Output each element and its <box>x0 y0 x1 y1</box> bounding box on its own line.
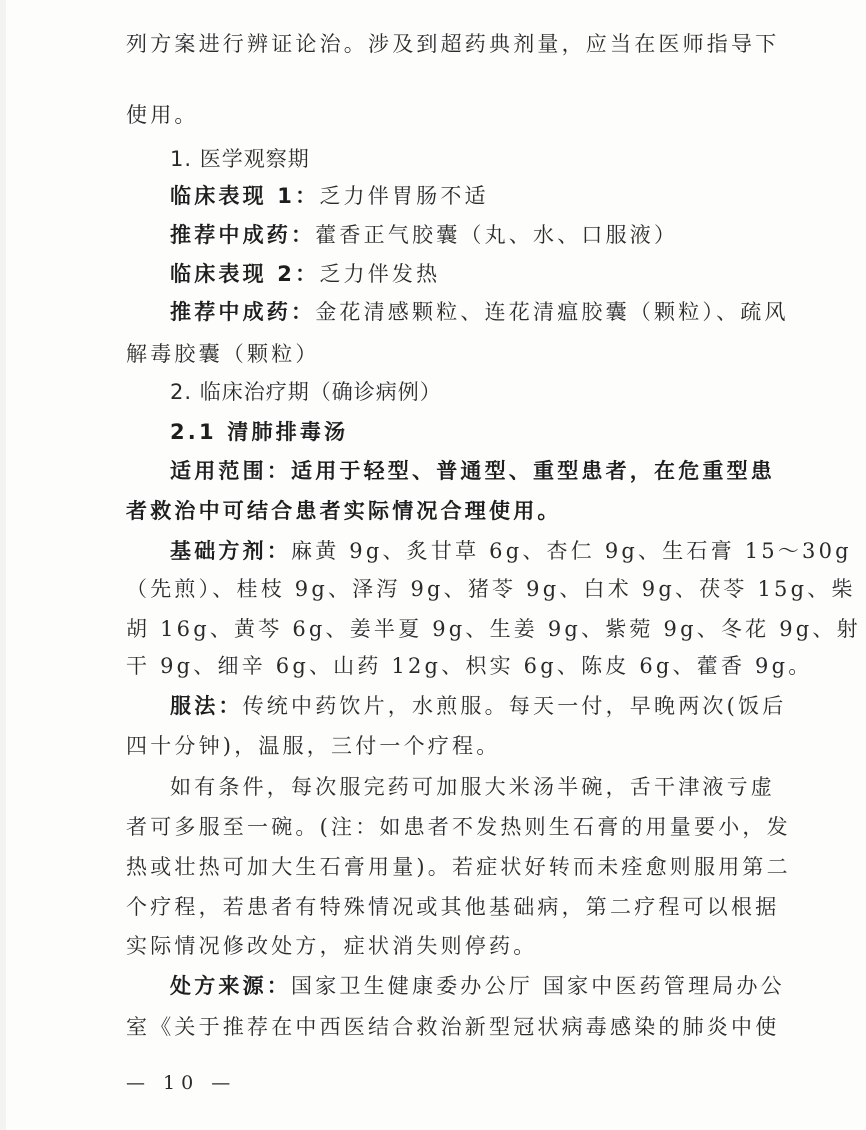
paragraph-line: 四十分钟)，温服，三付一个疗程。 <box>126 734 501 758</box>
paragraph-line: （先煎）、桂枝 9g、泽泻 9g、猪苓 9g、白术 9g、茯苓 15g、柴 <box>126 577 856 601</box>
subsection-heading-formula: 2.1 清肺排毒汤 <box>170 420 349 444</box>
paragraph-line: 室《关于推荐在中西医结合救治新型冠状病毒感染的肺炎中使 <box>126 1015 780 1039</box>
paragraph-line: 实际情况修改处方，症状消失则停药。 <box>126 934 538 958</box>
paragraph-line: 热或壮热可加大生石膏用量)。若症状好转而未痊愈则服用第二 <box>126 855 791 879</box>
scope-line: 适用范围：适用于轻型、普通型、重型患者，在危重型患 <box>170 459 775 483</box>
page-number: — 10 — <box>126 1072 237 1094</box>
scope-line-cont: 者救治中可结合患者实际情况合理使用。 <box>126 499 562 523</box>
paragraph-line: 如有条件，每次服完药可加服大米汤半碗，舌干津液亏虚 <box>170 775 775 799</box>
paragraph-line: 个疗程，若患者有特殊情况或其他基础病，第二疗程可以根据 <box>126 895 780 919</box>
prescription-source: 处方来源：国家卫生健康委办公厅 国家中医药管理局办公 <box>170 974 785 998</box>
recommended-medicine-2: 推荐中成药：金花清感颗粒、连花清瘟胶囊（颗粒）、疏风 <box>170 300 789 324</box>
clinical-manifestation-2: 临床表现 2：乏力伴发热 <box>170 262 441 286</box>
paragraph-line: 使用。 <box>126 103 199 127</box>
paragraph-line: 者可多服至一碗。(注：如患者不发热则生石膏的用量要小，发 <box>126 815 791 839</box>
recommended-medicine-1: 推荐中成药：藿香正气胶囊（丸、水、口服液） <box>170 223 679 247</box>
label: 推荐中成药： <box>170 223 316 247</box>
base-formula: 基础方剂：麻黄 9g、炙甘草 6g、杏仁 9g、生石膏 15～30g <box>170 539 852 563</box>
label: 服法： <box>170 694 243 718</box>
paragraph-line: 胡 16g、黄芩 6g、姜半夏 9g、生姜 9g、紫菀 9g、冬花 9g、射 <box>126 617 861 641</box>
label: 推荐中成药： <box>170 300 316 324</box>
label: 处方来源： <box>170 974 291 998</box>
clinical-manifestation-1: 临床表现 1：乏力伴胃肠不适 <box>170 184 489 208</box>
section-heading-treatment: 2. 临床治疗期（确诊病例） <box>170 380 442 404</box>
label: 临床表现 2： <box>170 262 320 286</box>
paragraph-line: 解毒胶囊（颗粒） <box>126 342 320 366</box>
page-edge <box>0 0 6 1130</box>
dosage-method: 服法：传统中药饮片，水煎服。每天一付，早晚两次(饭后 <box>170 694 787 718</box>
section-heading-observation: 1. 医学观察期 <box>170 147 310 171</box>
paragraph-line: 列方案进行辨证论治。涉及到超药典剂量，应当在医师指导下 <box>126 32 780 56</box>
label: 基础方剂： <box>170 539 291 563</box>
paragraph-line: 干 9g、细辛 6g、山药 12g、枳实 6g、陈皮 6g、藿香 9g。 <box>126 654 813 678</box>
label: 临床表现 1： <box>170 184 320 208</box>
